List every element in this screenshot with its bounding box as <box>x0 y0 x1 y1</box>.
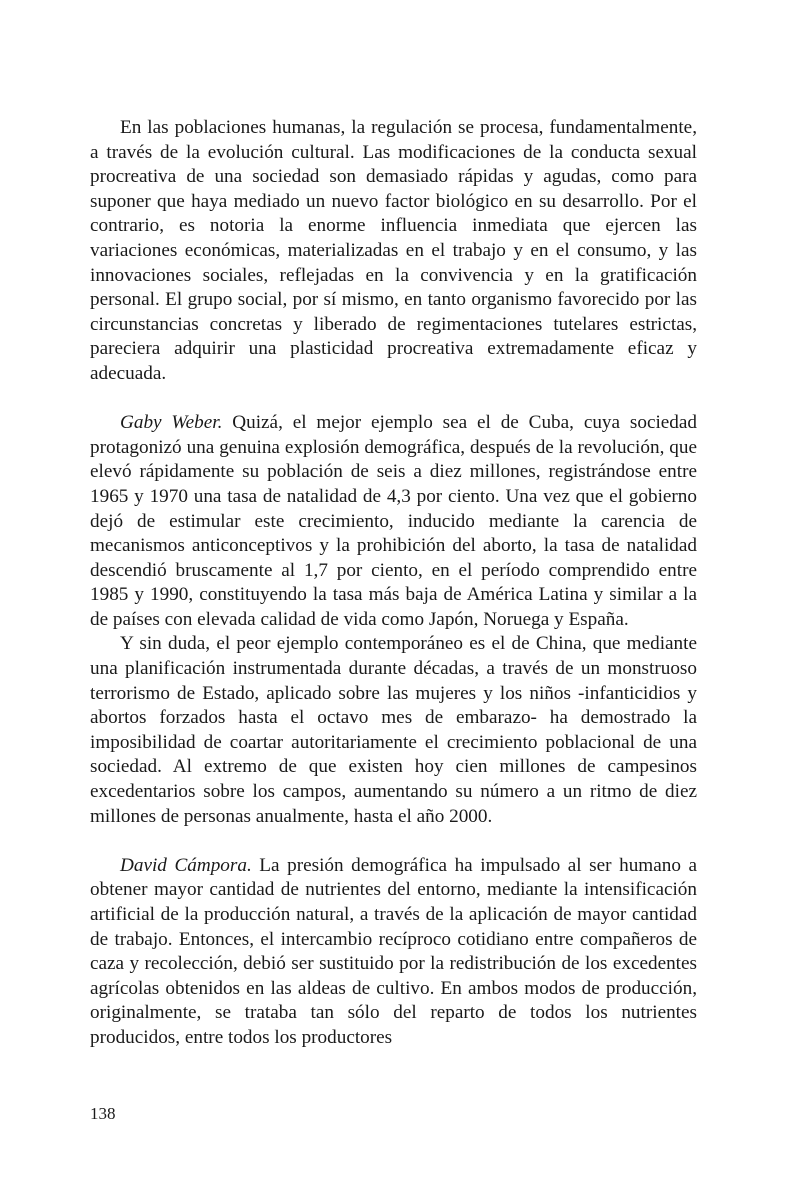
paragraph-text: Quizá, el mejor ejemplo sea el de Cuba, cuya sociedad protagonizó una genuina explosión demográfica, después de la revolución, que elevó rápidamente su población de seis a diez millones, registrándose entre 1965 y 1970 una tasa de natalidad de 4,3 por ciento. Una vez que el gobierno dejó de estimular este crecimiento, inducido mediante la carencia de mecanismos anticonceptivos y la prohibición del aborto, la tasa de natalidad descendió bruscamente al 1,7 por ciento, en el período comprendido entre 1985 y 1990, constituyendo la tasa más baja de América Latina y similar a la de países con elevada calidad de vida como Japón, Noruega y España. <box>90 412 698 630</box>
paragraph-text: Y sin duda, el peor ejemplo contemporáneo es el de China, que mediante una planificación instrumentada durante décadas, a través de un monstruoso terrorismo de Estado, aplicado sobre las mujeres y los niños -infanticidios y abortos forzados hasta el octavo mes de embarazo- ha demostrado la imposibilidad de coartar autoritariamente el crecimiento poblacional de una sociedad. Al extremo de que existen hoy cien millones de campesinos excedentarios sobre los campos, aumentando su número a un ritmo de diez millones de personas anualmente, hasta el año 2000. <box>90 633 697 827</box>
paragraph-china <box>90 632 697 829</box>
page-number: 138 <box>90 1104 116 1123</box>
speaker-name: Gaby Weber. <box>120 412 223 434</box>
paragraph-text: En las poblaciones humanas, la regulación se procesa, fundamentalmente, a través de la evolución cultural. Las modificaciones de la conducta sexual procreativa de una sociedad son demasiado rápidas y agudas, como para suponer que haya mediado un nuevo factor biológico en su desarrollo. Por el contrario, es notoria la enorme influencia inmediata que ejercen las variaciones económicas, materializadas en el trabajo y en el consumo, y las innovaciones sociales, reflejadas en la convivencia y en la gratificación personal. El grupo social, por sí mismo, en tanto organismo favorecido por las circunstancias concretas y liberado de regimentaciones tutelares estrictas, pareciera adquirir una plasticidad procreativa extremadamente eficaz y adecuada. <box>90 117 697 384</box>
paragraph-regulation <box>90 116 697 387</box>
paragraph-text: La presión demográfica ha impulsado al ser humano a obtener mayor cantidad de nutrientes del entorno, mediante la intensificación artificial de la producción natural, a través de la aplicación de mayor cantidad de trabajo. Entonces, el intercambio recíproco cotidiano entre compañeros de caza y recolección, debió ser sustituido por la redistribución de los excedentes agrícolas obtenidos en las aldeas de cultivo. En ambos modos de producción, originalmente, se trataba tan sólo del reparto de todos los nutrientes producidos, entre todos los productores <box>90 854 697 1048</box>
paragraph-demographic-pressure <box>90 854 697 1051</box>
paragraph-cuba <box>90 411 697 632</box>
page-body <box>90 116 697 1051</box>
speaker-name: David Cámpora. <box>120 854 252 876</box>
